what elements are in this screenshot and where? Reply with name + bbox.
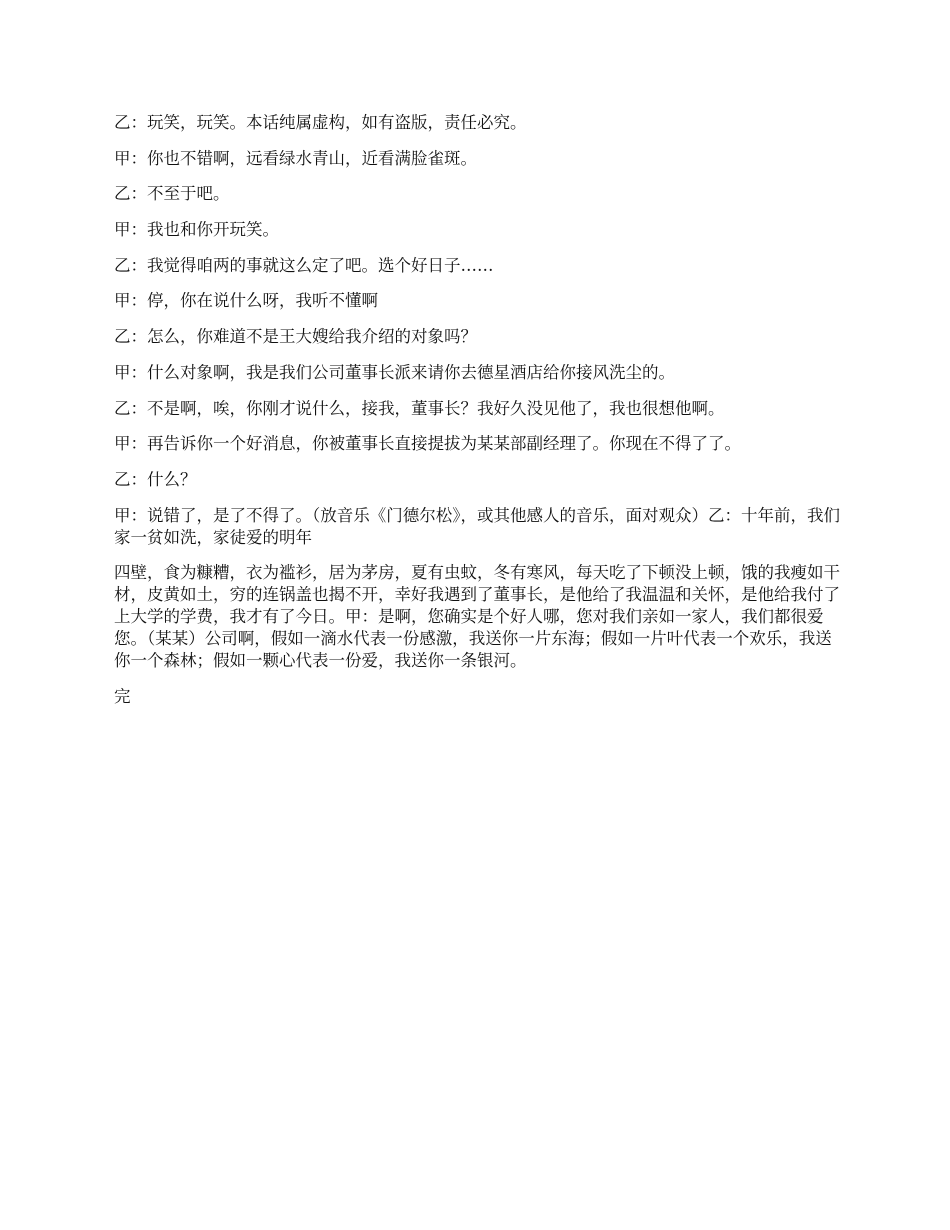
paragraph-4: 甲：我也和你开玩笑。 (114, 220, 279, 240)
paragraph-8: 甲：什么对象啊，我是我们公司董事长派来请你去德星酒店给你接风洗尘的。 (114, 362, 675, 382)
paragraph-1: 乙：玩笑，玩笑。本话纯属虚构，如有盗版，责任必究。 (114, 113, 527, 132)
paragraph-3: 乙：不至于吧。 (114, 184, 230, 204)
paragraph-9: 乙：不是啊，唉，你刚才说什么，接我，董事长？我好久没见他了，我也很想他啊。 (114, 398, 725, 418)
document-body (114, 112, 840, 722)
paragraph-11: 乙：什么？ (114, 469, 197, 489)
paragraph-13: 四壁，食为糠糟，衣为褴衫，居为茅房，夏有虫蚊，冬有寒风，每天吃了下顿没上顿，饿的我瘦如干材，皮黄如土，穷的连锅盖也揭不开，幸好我遇到了董事长，是他给了我温温和关怀，是他给我付了上大学的学费，我才有了今日。甲：是啊，您确实是个好人哪，您对我们亲如一家人，我们都很爱您。（某某）公司啊，假如一滴水代表一份感激，我送你一片东海；假如一片叶代表一个欢乐，我送你一个森林；假如一颗心代表一份爱，我送你一条银河。 (114, 563, 840, 671)
paragraph-10: 甲：再告诉你一个好消息，你被董事长直接提拔为某某部副经理了。你现在不得了了。 (114, 434, 741, 454)
paragraph-2: 甲：你也不错啊，远看绿水青山，近看满脸雀斑。 (114, 148, 477, 168)
paragraph-6: 甲：停，你在说什么呀，我听不懂啊 (114, 291, 378, 311)
paragraph-14: 完 (114, 686, 131, 706)
paragraph-12: 甲：说错了，是了不得了。（放音乐《门德尔松》，或其他感人的音乐，面对观众）乙：十年前，我们家一贫如洗，家徒爱的明年 (114, 505, 840, 547)
paragraph-7: 乙：怎么，你难道不是王大嫂给我介绍的对象吗？ (114, 327, 477, 347)
paragraph-5: 乙：我觉得咱两的事就这么定了吧。选个好日子…… (114, 255, 494, 275)
